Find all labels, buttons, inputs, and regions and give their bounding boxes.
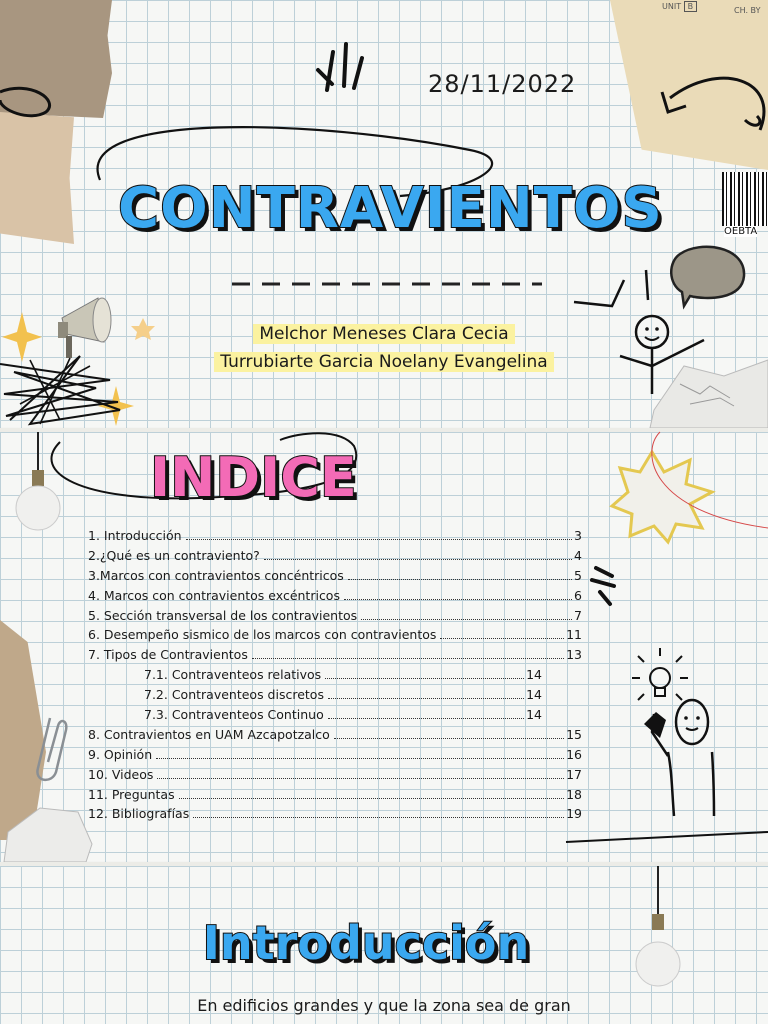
toc-row bbox=[88, 707, 582, 727]
toc-page-number: 13 bbox=[566, 647, 582, 663]
toc-leader bbox=[440, 638, 564, 639]
toc-page-number: 14 bbox=[526, 667, 542, 683]
toc-page-number: 11 bbox=[566, 627, 582, 643]
toc-label: 7.2. Contraventeos discretos bbox=[144, 687, 324, 703]
toc-label: 12. Bibliografías bbox=[88, 806, 190, 822]
toc-leader bbox=[193, 817, 564, 818]
toc-label: 2.¿Qué es un contraviento? bbox=[88, 547, 260, 563]
toc-label: 4. Marcos con contravientos excéntricos bbox=[88, 587, 340, 603]
megaphone-icon bbox=[58, 298, 111, 358]
toc-label: 5. Sección transversal de los contravientos bbox=[88, 607, 358, 623]
toc-leader bbox=[252, 658, 564, 659]
lightbulb-icon bbox=[636, 866, 680, 986]
toc-leader bbox=[348, 579, 572, 580]
toc-label: 10. Videos bbox=[88, 766, 154, 782]
toc-page-number: 6 bbox=[574, 587, 582, 603]
toc-leader bbox=[334, 738, 564, 739]
cover-authors bbox=[176, 320, 592, 376]
author-1: Melchor Meneses Clara Cecia bbox=[253, 324, 514, 344]
toc-row bbox=[88, 767, 582, 787]
toc-leader bbox=[361, 619, 572, 620]
idea-person-icon bbox=[632, 648, 714, 816]
toc-row bbox=[88, 806, 582, 826]
toc-row bbox=[88, 787, 582, 807]
cover-date: 28/11/2022 bbox=[428, 70, 577, 98]
toc-row bbox=[88, 747, 582, 767]
toc-leader bbox=[344, 599, 572, 600]
toc-page-number: 19 bbox=[566, 806, 582, 822]
toc-label: 11. Preguntas bbox=[88, 786, 175, 802]
toc-leader bbox=[157, 778, 564, 779]
toc-page-number: 17 bbox=[566, 766, 582, 782]
toc-page-number: 7 bbox=[574, 607, 582, 623]
stamp-chby-label: CH. BY bbox=[734, 6, 761, 15]
toc-label: 8. Contravientos en UAM Azcapotzalco bbox=[88, 726, 330, 742]
toc-row bbox=[88, 647, 582, 667]
stamp-unit-label: UNIT B bbox=[662, 2, 697, 11]
toc-row bbox=[88, 627, 582, 647]
toc-row bbox=[88, 548, 582, 568]
barcode-label: OEBTA bbox=[724, 226, 758, 237]
toc-leader bbox=[186, 539, 572, 540]
toc-page-number: 3 bbox=[574, 528, 582, 543]
toc-label: 1. Introducción bbox=[88, 528, 182, 543]
index-title: INDICE bbox=[150, 446, 357, 509]
intro-title: Introducción bbox=[202, 916, 530, 970]
toc-row bbox=[88, 727, 582, 747]
intro-text: En edificios grandes y que la zona sea de gran bbox=[197, 996, 571, 1015]
toc-page-number: 16 bbox=[566, 746, 582, 762]
toc-page-number: 4 bbox=[574, 547, 582, 563]
toc-leader bbox=[156, 758, 564, 759]
toc-row bbox=[88, 588, 582, 608]
cover-title: CONTRAVIENTOS bbox=[118, 176, 663, 241]
table-of-contents bbox=[88, 528, 582, 826]
toc-page-number: 14 bbox=[526, 707, 542, 723]
toc-label: 3.Marcos con contravientos concéntricos bbox=[88, 567, 344, 583]
toc-leader bbox=[325, 678, 524, 679]
toc-row bbox=[88, 608, 582, 628]
toc-label: 7.1. Contraventeos relativos bbox=[144, 667, 322, 683]
toc-label: 7.3. Contraventeos Continuo bbox=[144, 707, 324, 723]
toc-label: 6. Desempeño sismico de los marcos con contravientos bbox=[88, 627, 437, 643]
toc-row bbox=[88, 568, 582, 588]
toc-leader bbox=[328, 698, 524, 699]
toc-page-number: 15 bbox=[566, 726, 582, 742]
author-2: Turrubiarte Garcia Noelany Evangelina bbox=[214, 352, 553, 372]
toc-page-number: 14 bbox=[526, 687, 542, 703]
toc-row bbox=[88, 667, 582, 687]
toc-leader bbox=[264, 559, 572, 560]
toc-label: 9. Opinión bbox=[88, 746, 153, 762]
toc-row bbox=[88, 528, 582, 548]
lightbulb-icon bbox=[16, 432, 60, 530]
toc-row bbox=[88, 687, 582, 707]
toc-leader bbox=[179, 798, 565, 799]
toc-page-number: 18 bbox=[566, 786, 582, 802]
toc-label: 7. Tipos de Contravientos bbox=[88, 647, 248, 663]
toc-leader bbox=[328, 718, 524, 719]
toc-page-number: 5 bbox=[574, 567, 582, 583]
